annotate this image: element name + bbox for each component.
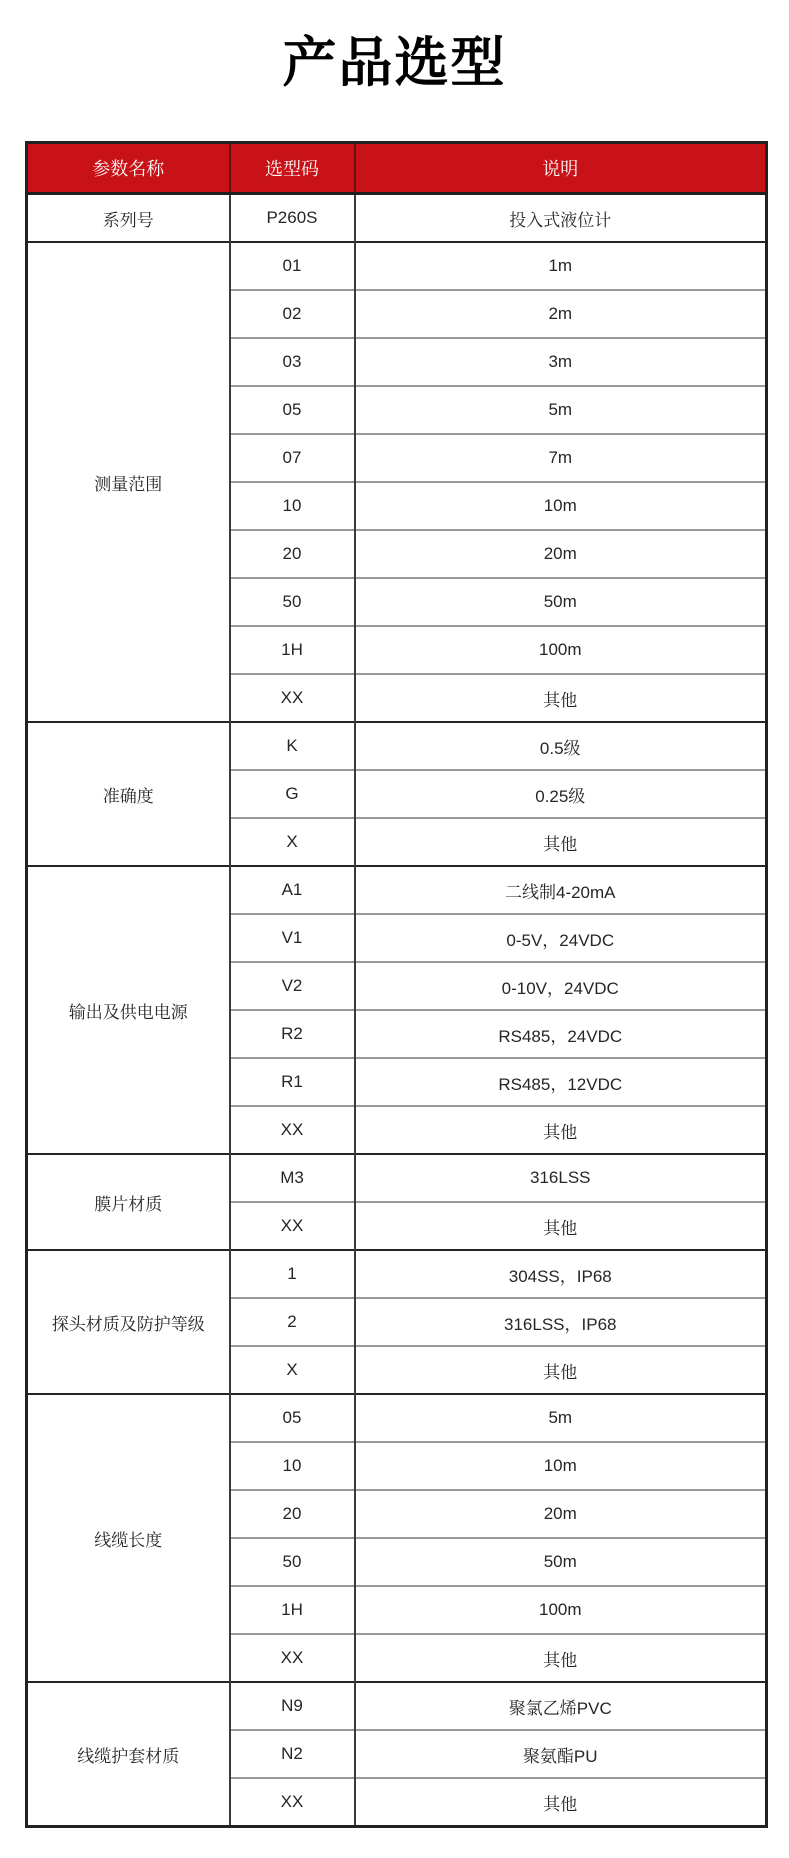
product-selection-table — [25, 141, 768, 1828]
desc-cell: 聚氯乙烯PVC — [355, 1682, 767, 1730]
param-name-cell: 测量范围 — [27, 242, 230, 722]
code-cell: X — [230, 1346, 355, 1394]
code-cell: 20 — [230, 530, 355, 578]
desc-cell: 0-10V，24VDC — [355, 962, 767, 1010]
desc-cell: 其他 — [355, 1778, 767, 1827]
code-cell: 50 — [230, 578, 355, 626]
desc-cell: 5m — [355, 1394, 767, 1442]
code-cell: R2 — [230, 1010, 355, 1058]
code-cell: V2 — [230, 962, 355, 1010]
desc-cell: 20m — [355, 530, 767, 578]
desc-cell: RS485，12VDC — [355, 1058, 767, 1106]
desc-cell: 其他 — [355, 1202, 767, 1250]
desc-cell: 10m — [355, 1442, 767, 1490]
table-row — [27, 1394, 767, 1442]
table-row — [27, 1682, 767, 1730]
table-header — [27, 143, 767, 194]
code-cell: 1H — [230, 1586, 355, 1634]
page-title: 产品选型 — [282, 33, 507, 93]
table-row — [27, 866, 767, 914]
code-cell: XX — [230, 1778, 355, 1827]
code-cell: 05 — [230, 386, 355, 434]
desc-cell: 100m — [355, 626, 767, 674]
code-cell: 1H — [230, 626, 355, 674]
table-row — [27, 194, 767, 243]
code-cell: V1 — [230, 914, 355, 962]
code-cell: N2 — [230, 1730, 355, 1778]
code-cell: M3 — [230, 1154, 355, 1202]
code-cell: 05 — [230, 1394, 355, 1442]
code-cell: 2 — [230, 1298, 355, 1346]
desc-cell: 投入式液位计 — [355, 194, 767, 243]
table-row — [27, 1154, 767, 1202]
column-header-desc: 说明 — [355, 143, 767, 194]
desc-cell: 7m — [355, 434, 767, 482]
desc-cell: 304SS，IP68 — [355, 1250, 767, 1298]
code-cell: XX — [230, 674, 355, 722]
code-cell: 10 — [230, 1442, 355, 1490]
param-name-cell: 线缆护套材质 — [27, 1682, 230, 1827]
code-cell: P260S — [230, 194, 355, 243]
table-row — [27, 722, 767, 770]
desc-cell: 其他 — [355, 818, 767, 866]
header-row — [27, 143, 767, 194]
desc-cell: 50m — [355, 578, 767, 626]
desc-cell: RS485，24VDC — [355, 1010, 767, 1058]
code-cell: 1 — [230, 1250, 355, 1298]
code-cell: G — [230, 770, 355, 818]
param-name-cell: 输出及供电电源 — [27, 866, 230, 1154]
table-body — [27, 194, 767, 1827]
code-cell: 01 — [230, 242, 355, 290]
table-row — [27, 1250, 767, 1298]
code-cell: XX — [230, 1634, 355, 1682]
desc-cell: 10m — [355, 482, 767, 530]
code-cell: K — [230, 722, 355, 770]
desc-cell: 316LSS — [355, 1154, 767, 1202]
param-name-cell: 膜片材质 — [27, 1154, 230, 1250]
desc-cell: 二线制4-20mA — [355, 866, 767, 914]
desc-cell: 0-5V，24VDC — [355, 914, 767, 962]
desc-cell: 其他 — [355, 1106, 767, 1154]
desc-cell: 20m — [355, 1490, 767, 1538]
code-cell: X — [230, 818, 355, 866]
param-name-cell: 探头材质及防护等级 — [27, 1250, 230, 1394]
code-cell: N9 — [230, 1682, 355, 1730]
desc-cell: 3m — [355, 338, 767, 386]
code-cell: 07 — [230, 434, 355, 482]
param-name-cell: 系列号 — [27, 194, 230, 243]
desc-cell: 100m — [355, 1586, 767, 1634]
code-cell: 02 — [230, 290, 355, 338]
param-name-cell: 准确度 — [27, 722, 230, 866]
code-cell: 03 — [230, 338, 355, 386]
code-cell: XX — [230, 1202, 355, 1250]
table-row — [27, 242, 767, 290]
code-cell: 20 — [230, 1490, 355, 1538]
desc-cell: 316LSS，IP68 — [355, 1298, 767, 1346]
desc-cell: 2m — [355, 290, 767, 338]
desc-cell: 0.5级 — [355, 722, 767, 770]
code-cell: A1 — [230, 866, 355, 914]
code-cell: R1 — [230, 1058, 355, 1106]
desc-cell: 其他 — [355, 1634, 767, 1682]
column-header-code: 选型码 — [230, 143, 355, 194]
desc-cell: 0.25级 — [355, 770, 767, 818]
desc-cell: 1m — [355, 242, 767, 290]
desc-cell: 50m — [355, 1538, 767, 1586]
desc-cell: 聚氨酯PU — [355, 1730, 767, 1778]
param-name-cell: 线缆长度 — [27, 1394, 230, 1682]
desc-cell: 其他 — [355, 1346, 767, 1394]
desc-cell: 5m — [355, 386, 767, 434]
column-header-param: 参数名称 — [27, 143, 230, 194]
code-cell: XX — [230, 1106, 355, 1154]
code-cell: 50 — [230, 1538, 355, 1586]
desc-cell: 其他 — [355, 674, 767, 722]
code-cell: 10 — [230, 482, 355, 530]
